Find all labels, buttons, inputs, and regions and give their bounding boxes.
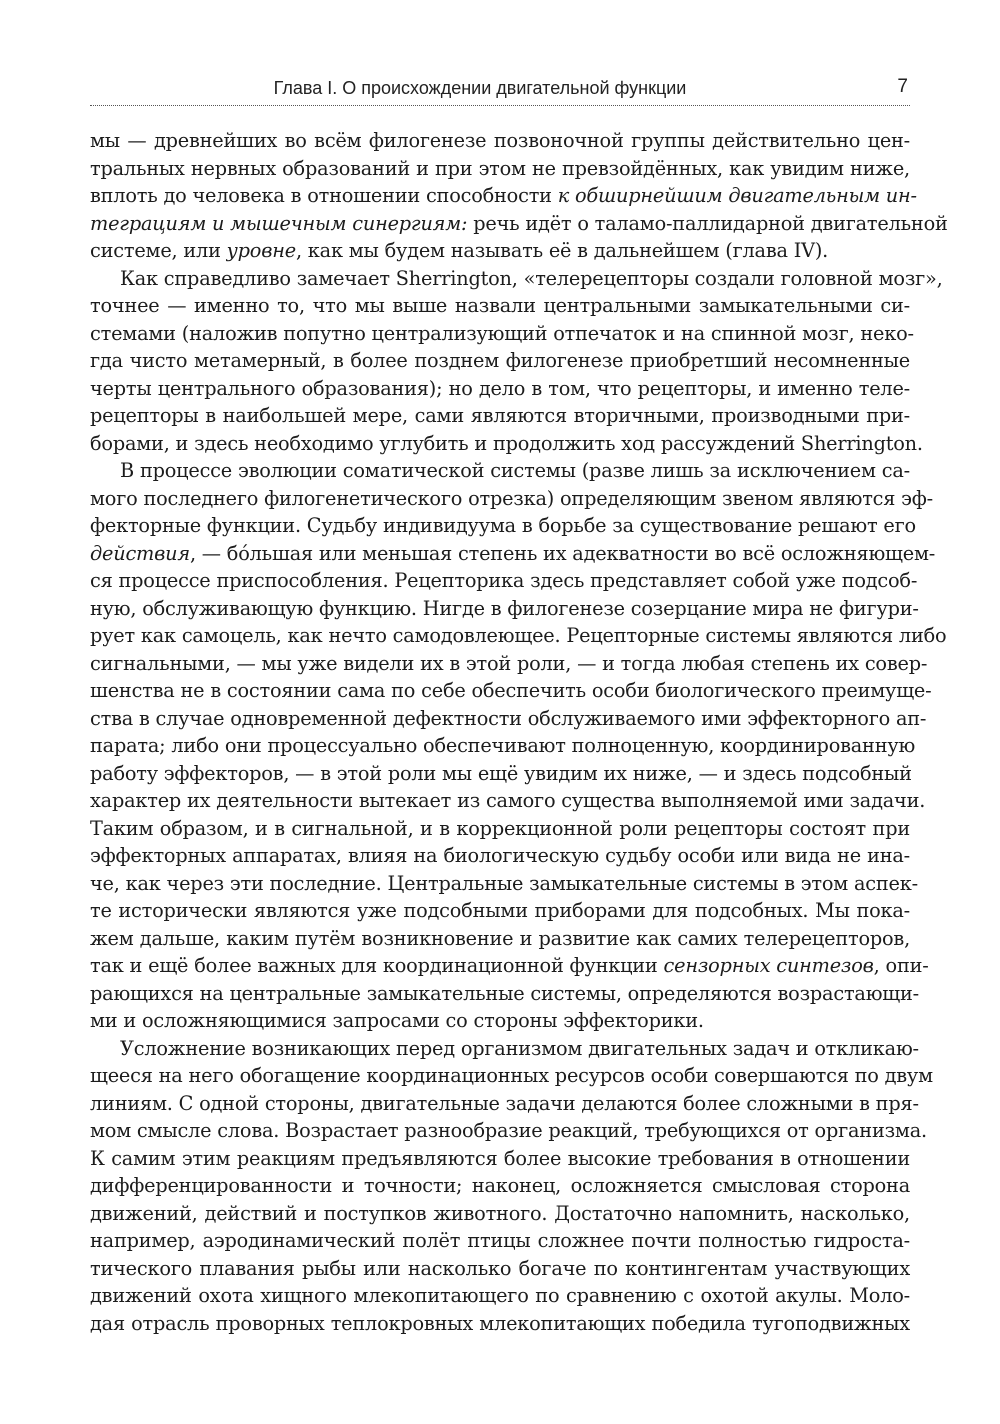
text-line: линиям. С одной стороны, двигательные задачи делаются более сложными в пря- [90, 1091, 919, 1115]
text-line: рецепторы в наибольшей мере, сами являются вторичными, производными при- [90, 404, 910, 427]
text-line: ми и осложняющимися запросами со стороны эффекторики. [90, 1009, 704, 1032]
text-line: работу эффекторов, — в этой роли мы ещё увидим их ниже, — и здесь подсобный [90, 761, 912, 785]
text-line: тральных нервных образований и при этом не превзойдённых, как увидим ниже, [90, 156, 910, 180]
text-line: те исторически являются уже подсобными приборами для подсобных. Мы пока- [90, 899, 910, 922]
emphasis-text: теграциям и мышечным синергиям: [90, 211, 468, 235]
text-line: щееся на него обогащение координационных ресурсов особи совершаются по двум [90, 1064, 933, 1087]
text-line: ства в случае одновременной дефектности обслуживаемого ими эффекторного ап- [90, 706, 927, 730]
text-line: че, как через эти последние. Центральные замыкательные системы в этом аспек- [90, 871, 918, 895]
text-line: системе, или уровне, как мы будем называть её в дальнейшем (глава IV). [90, 239, 829, 262]
text-line: мом смысле слова. Возрастает разнообразие реакций, требующихся от организма. [90, 1119, 927, 1142]
chapter-title: Глава I. О происхождении двигательной функции [273, 78, 687, 98]
text-line: черты центрального образования); но дело в том, что рецепторы, и именно теле- [90, 376, 910, 400]
emphasis-text: уровне [226, 239, 296, 262]
text-line: В процессе эволюции соматической системы (разве лишь за исключением са- [120, 459, 910, 482]
text-line: фекторные функции. Судьбу индивидуума в борьбе за существование решают его [90, 514, 916, 537]
text-line: действия, — бóльшая или меньшая степень их адекватности во всё осложняющем- [90, 541, 936, 565]
paragraph [90, 127, 948, 265]
paragraph [90, 1035, 933, 1338]
text-line: так и ещё более важных для координационной функции сензорных синтезов, опи- [90, 954, 929, 977]
text-line: Таким образом, и в сигнальной, и в коррекционной роли рецепторы состоят при [90, 816, 910, 840]
text-line: сигнальными, — мы уже видели их в этой роли, — и тогда любая степень их совер- [90, 651, 928, 675]
text-line: например, аэродинамический полёт птицы сложнее почти полностью гидроста- [90, 1229, 910, 1252]
emphasis-text: действия [90, 541, 190, 565]
text-line: вплоть до человека в отношении способности к обширнейшим двигательным ин- [90, 184, 917, 207]
text-line: стемами (наложив попутно централизующий отпечаток и на спинной мозг, неко- [90, 321, 914, 345]
text-line: движений, действий и поступков животного. Достаточно напомнить, насколько, [90, 1201, 910, 1225]
text-line: К самим этим реакциям предъявляются более высокие требования в отношении [90, 1146, 910, 1170]
text-line: эффекторных аппаратах, влияя на биологическую судьбу особи или вида не ина- [90, 844, 910, 867]
text-line: рует как самоцель, как нечто самодовлеющее. Рецепторные системы являются либо [90, 624, 947, 647]
text-line: тического плавания рыбы или насколько богаче по контингентам участвующих [90, 1256, 910, 1280]
text-line: Как справедливо замечает Sherrington, «телерецепторы создали головной мозг», [120, 266, 943, 290]
text-line: дая отрасль проворных теплокровных млекопитающих победила тугоподвижных [90, 1311, 910, 1335]
paragraph [90, 265, 943, 458]
text-line: гда чисто метамерный, в более позднем филогенезе приобретший несомненные [90, 349, 910, 372]
text-line: жем дальше, каким путём возникновение и развитие как самих телерецепторов, [90, 926, 910, 950]
text-line: теграциям и мышечным синергиям: речь идёт о таламо-паллидарной двигательной [90, 211, 948, 235]
text-line: борами, и здесь необходимо углубить и продолжить ход рассуждений Sherrington. [90, 431, 923, 455]
page-number: 7 [897, 76, 908, 97]
text-line: шенства не в состоянии сама по себе обеспечить особи биологического преимуще- [90, 679, 932, 702]
text-line: дифференцированности и точности; наконец, осложняется смысловая сторона [90, 1174, 910, 1197]
text-line: точнее — именно то, что мы выше назвали центральными замыкательными си- [90, 294, 910, 317]
emphasis-text: сензорных синтезов [663, 954, 874, 977]
header-divider [90, 105, 910, 106]
text-line: характер их деятельности вытекает из самого существа выполняемой ими задачи. [90, 789, 926, 812]
body-text [90, 127, 948, 1337]
text-line: движений охота хищного млекопитающего по сравнению с охотой акулы. Моло- [90, 1284, 910, 1307]
text-line: мого последнего филогенетического отрезка) определяющим звеном являются эф- [90, 486, 933, 510]
emphasis-text: к обширнейшим двигательным ин- [557, 184, 917, 207]
text-line: Усложнение возникающих перед организмом двигательных задач и откликаю- [120, 1036, 919, 1060]
text-line: ся процессе приспособления. Рецепторика здесь представляет собой уже подсоб- [90, 569, 918, 592]
text-line: рающихся на центральные замыкательные системы, определяются возрастающи- [90, 981, 919, 1005]
running-header [90, 74, 910, 108]
paragraph [90, 457, 947, 1035]
text-line: парата; либо они процессуально обеспечивают полноценную, координированную [90, 734, 916, 757]
text-line: ную, обслуживающую функцию. Нигде в филогенезе созерцание мира не фигури- [90, 596, 919, 620]
text-line: мы — древнейших во всём филогенезе позвоночной группы действительно цен- [90, 129, 910, 152]
